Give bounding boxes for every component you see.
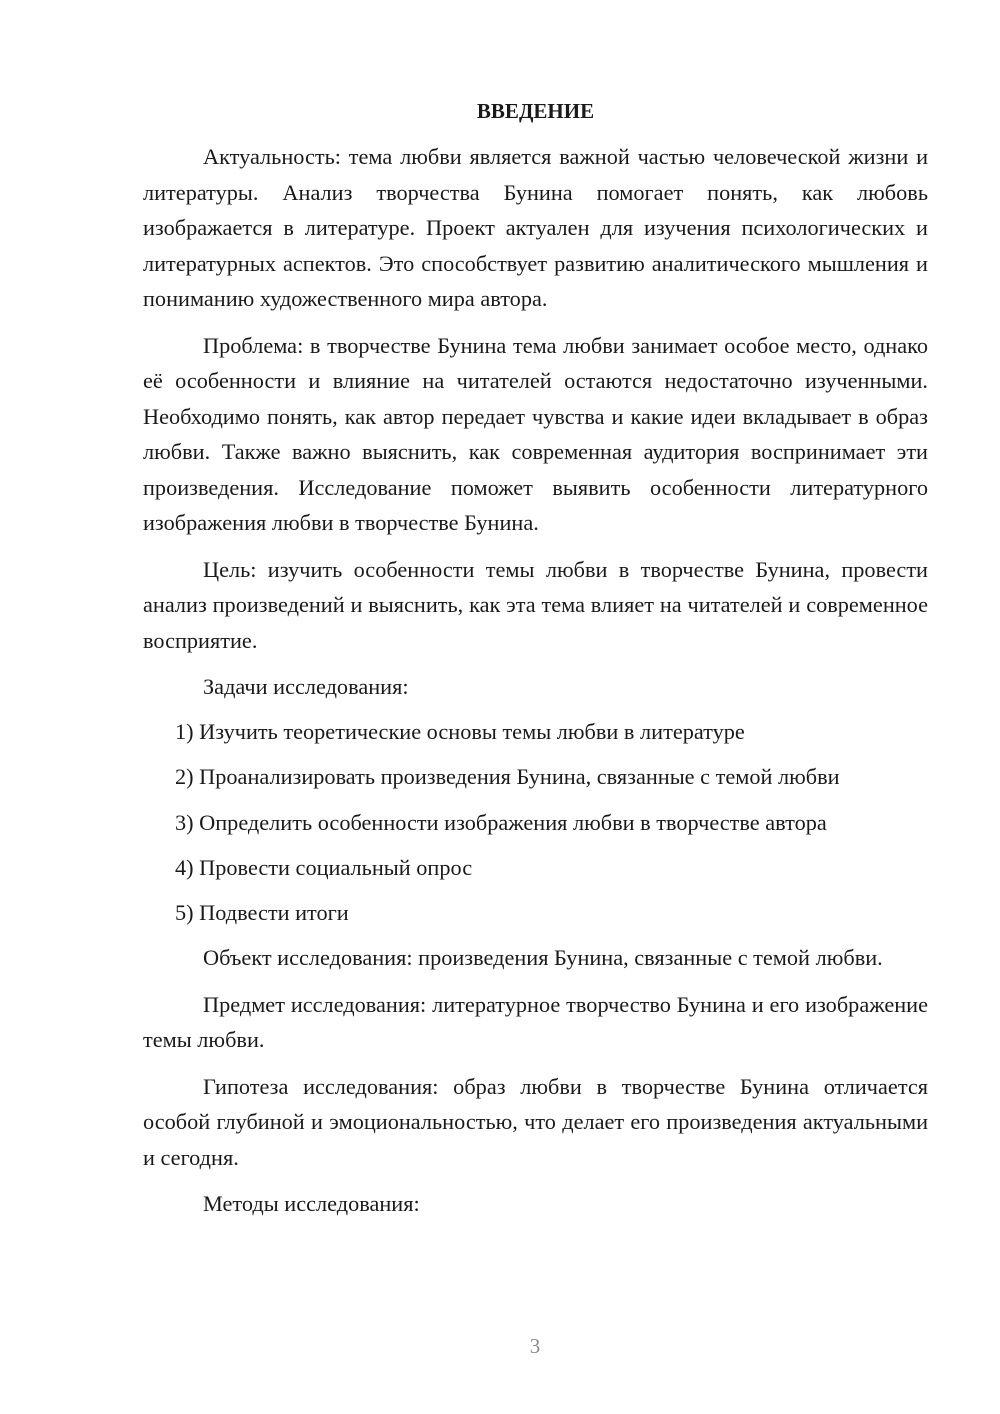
tasks-heading: Задачи исследования: [203, 674, 409, 699]
document-page [143, 96, 928, 1222]
methods-heading: Методы исследования: [203, 1191, 420, 1217]
task-item: 3) Определить особенности изображения любви в творчестве автора [175, 809, 827, 835]
hypothesis-paragraph: Гипотеза исследования: образ любви в творчестве Бунина отличается особой глубиной и эмоциональностью, что делает его произведения актуальными и сегодня. [143, 1073, 928, 1170]
goal-paragraph: Цель: изучить особенности темы любви в творчестве Бунина, провести анализ произведений и выяснить, как эта тема влияет на читателей и современное восприятие. [143, 556, 928, 653]
task-item: 1) Изучить теоретические основы темы любви в литературе [175, 719, 745, 745]
tasks-list [143, 714, 928, 930]
section-title: ВВЕДЕНИЕ [476, 99, 595, 123]
problem-paragraph: Проблема: в творчестве Бунина тема любви занимает особое место, однако её особенности и влияние на читателей остаются недостаточно изученными. Необходимо понять, как автор передает чувства и какие идеи вкладывает в образ любви. Также важно выяснить, как современная аудитория воспринимает эти произведения. Исследование поможет выявить особенности литературного изображения любви в творчестве Бунина. [143, 332, 928, 535]
task-item: 4) Провести социальный опрос [175, 854, 473, 880]
object-paragraph: Объект исследования: произведения Бунина, связанные с темой любви. [203, 945, 883, 971]
relevance-paragraph: Актуальность: тема любви является важной частью человеческой жизни и литературы. Анализ творчества Бунина помогает понять, как любовь изображается в литературе. Проект актуален для изучения психологических и литературных аспектов. Это способствует развитию аналитического мышления и пониманию художественного мира автора. [143, 144, 928, 311]
page-number: 3 [529, 1334, 541, 1358]
subject-paragraph: Предмет исследования: литературное творчество Бунина и его изображение темы любви. [143, 991, 928, 1053]
task-item: 5) Подвести итоги [175, 899, 349, 925]
task-item: 2) Проанализировать произведения Бунина, связанные с темой любви [175, 764, 840, 790]
